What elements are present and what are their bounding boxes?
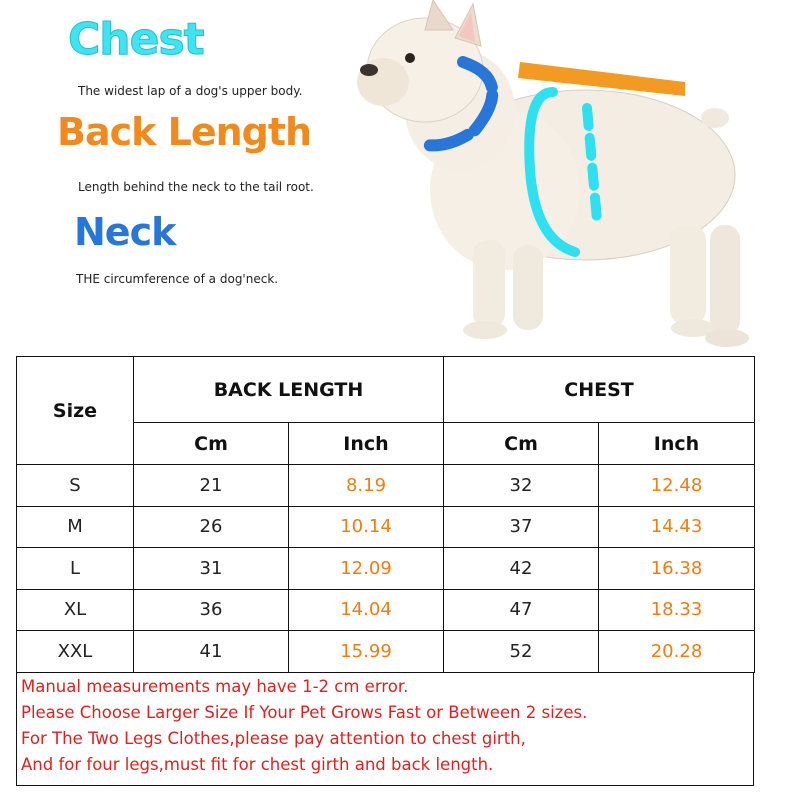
chest-inch-cell: 20.28 — [599, 631, 755, 673]
dog-illustration — [355, 0, 785, 350]
size-cell: M — [17, 506, 134, 548]
table-row — [17, 548, 755, 590]
back-cm-cell: 36 — [134, 589, 289, 631]
note-line: Please Choose Larger Size If Your Pet Grows Fast or Between 2 sizes. — [21, 703, 588, 722]
size-chart-table — [16, 356, 755, 673]
chest-inch-cell: 18.33 — [599, 589, 755, 631]
measurement-legend — [0, 0, 360, 340]
back-inch-cell: 10.14 — [289, 506, 444, 548]
chest-title: Chest — [68, 14, 204, 65]
chest-cm-cell: 47 — [444, 589, 599, 631]
chest-header: CHEST — [444, 357, 755, 423]
table-row — [17, 589, 755, 631]
back-cm-cell: 41 — [134, 631, 289, 673]
chest-inch-cell: 16.38 — [599, 548, 755, 590]
size-notes — [16, 672, 754, 786]
chest-cm-cell: 32 — [444, 465, 599, 507]
back-cm-cell: 26 — [134, 506, 289, 548]
size-cell: S — [17, 465, 134, 507]
back-length-header: BACK LENGTH — [134, 357, 444, 423]
back-inch-cell: 12.09 — [289, 548, 444, 590]
unit-cm-chest: Cm — [444, 423, 599, 465]
back-length-description: Length behind the neck to the tail root. — [78, 180, 314, 194]
chest-cm-cell: 37 — [444, 506, 599, 548]
chest-inch-cell: 14.43 — [599, 506, 755, 548]
unit-inch-chest: Inch — [599, 423, 755, 465]
neck-description: THE circumference of a dog'neck. — [76, 272, 279, 286]
table-row — [17, 506, 755, 548]
table-row — [17, 631, 755, 673]
back-cm-cell: 31 — [134, 548, 289, 590]
unit-cm-back: Cm — [134, 423, 289, 465]
back-length-title: Back Length — [57, 110, 312, 154]
dog-measurement-illustration — [355, 0, 785, 350]
back-inch-cell: 14.04 — [289, 589, 444, 631]
note-line: And for four legs,must fit for chest girth and back length. — [21, 755, 494, 774]
table-header-row — [17, 357, 755, 423]
back-inch-cell: 8.19 — [289, 465, 444, 507]
size-cell: XL — [17, 589, 134, 631]
chest-cm-cell: 52 — [444, 631, 599, 673]
chest-description: The widest lap of a dog's upper body. — [78, 84, 303, 98]
size-header: Size — [17, 357, 134, 465]
chest-inch-cell: 12.48 — [599, 465, 755, 507]
note-line: Manual measurements may have 1-2 cm error. — [21, 677, 409, 696]
chest-cm-cell: 42 — [444, 548, 599, 590]
size-cell: L — [17, 548, 134, 590]
back-cm-cell: 21 — [134, 465, 289, 507]
neck-title: Neck — [74, 210, 176, 254]
table-row — [17, 465, 755, 507]
note-line: For The Two Legs Clothes,please pay attention to chest girth, — [21, 729, 526, 748]
back-inch-cell: 15.99 — [289, 631, 444, 673]
unit-inch-back: Inch — [289, 423, 444, 465]
size-cell: XXL — [17, 631, 134, 673]
